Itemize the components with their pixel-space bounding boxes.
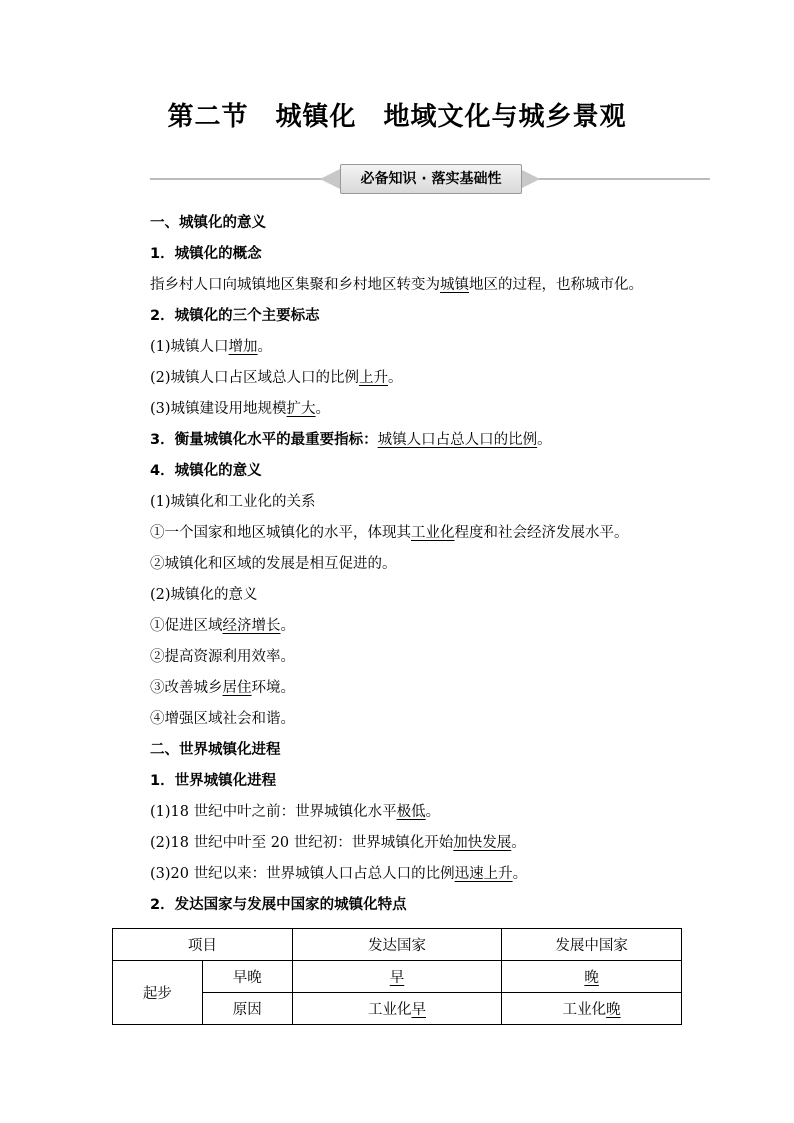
list-item: ②城镇化和区域的发展是相互促进的。 [150,556,397,572]
paragraph-concept: 指乡村人口向城镇地区集聚和乡村地区转变为城镇地区的过程，也称城市化。 [150,277,643,293]
list-item: ①促进区域经济增长。 [150,618,295,634]
subheading-comparison: 2．发达国家与发展中国家的城镇化特点 [150,897,407,913]
list-item: (2)城镇化的意义 [150,587,258,603]
underlined-answer: 扩大 [286,401,316,417]
subheading-concept: 1．城镇化的概念 [150,246,262,262]
banner-wing-left [320,169,340,189]
page-title: 第二节 城镇化 地域文化与城乡景观 [167,102,627,132]
table-header: 发达国家 [292,929,502,961]
table-cell [292,961,502,993]
subheading-marks: 2．城镇化的三个主要标志 [150,308,320,324]
underlined-answer: 晚 [584,970,599,986]
underlined-answer: 上升 [359,370,389,386]
list-item: (3)城镇建设用地规模扩大。 [150,401,331,417]
table-group-cell: 起步 [113,961,203,1025]
table-cell: 早晚 [202,961,292,993]
table-cell: 工业化早 [292,993,502,1025]
list-item: (2)18 世纪中叶至 20 世纪初：世界城镇化开始加快发展。 [150,835,526,851]
list-item: ②提高资源利用效率。 [150,649,295,665]
table-header: 发展中国家 [502,929,682,961]
table-cell: 工业化晚 [502,993,682,1025]
underlined-answer: 城镇人口占总人口的比例 [377,432,538,448]
banner-label: 必备知识 · 落实基础性 [340,164,522,194]
underlined-answer: 早 [411,1002,426,1018]
banner-line-left [150,178,340,180]
underlined-answer: 居住 [222,680,252,696]
list-item: ④增强区域社会和谐。 [150,711,295,727]
underlined-answer: 工业化 [411,525,455,541]
underlined-answer: 增加 [228,339,258,355]
table-header-row [113,929,682,961]
underlined-answer: 城镇 [440,277,469,293]
document-body [150,211,720,924]
table-cell [502,961,682,993]
banner-wing-right [520,169,540,189]
banner-line-right [520,178,710,180]
underlined-answer: 经济增长 [222,618,281,634]
section-banner [150,164,710,194]
underlined-answer: 加快发展 [453,835,512,851]
comparison-table [112,928,682,1025]
list-item: (2)城镇人口占区域总人口的比例上升。 [150,370,403,386]
subheading-process: 1．世界城镇化进程 [150,773,277,789]
heading-2: 二、世界城镇化进程 [150,742,281,758]
underlined-answer: 早 [389,970,405,986]
table-header: 项目 [113,929,293,961]
table-cell: 原因 [202,993,292,1025]
list-item: (3)20 世纪以来：世界城镇人口占总人口的比例迅速上升。 [150,866,528,882]
heading-1: 一、城镇化的意义 [150,215,266,231]
underlined-answer: 迅速上升 [454,866,513,882]
underlined-answer: 晚 [606,1002,621,1018]
list-item: (1)城镇人口增加。 [150,339,273,355]
subheading-indicator: 3．衡量城镇化水平的最重要指标：城镇人口占总人口的比例。 [150,432,552,448]
list-item: (1)18 世纪中叶之前：世界城镇化水平极低。 [150,804,441,820]
underlined-answer: 极低 [396,804,426,820]
subheading-significance: 4．城镇化的意义 [150,463,262,479]
list-item: (1)城镇化和工业化的关系 [150,494,316,510]
list-item: ①一个国家和地区城镇化的水平，体现其工业化程度和社会经济发展水平。 [150,525,629,541]
list-item: ③改善城乡居住环境。 [150,680,295,696]
table-row [113,961,682,993]
